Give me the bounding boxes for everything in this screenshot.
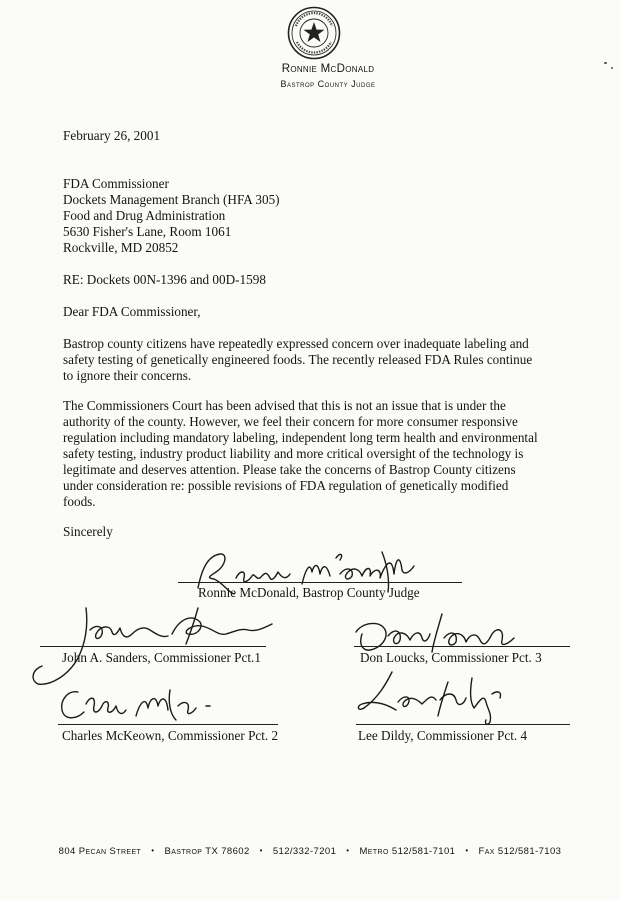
signature-line [356, 724, 570, 725]
paragraph-line: The Commissioners Court has been advised that this is not an issue that is under the [63, 398, 506, 413]
paragraph-line: regulation including mandatory labeling, independent long term health and environmental [63, 430, 538, 445]
closing: Sincerely [63, 524, 113, 539]
paragraph-line: authority of the county. However, we feel their concern for more consumer responsive [63, 414, 518, 429]
recipient-line: Food and Drug Administration [63, 208, 226, 223]
bullet-separator: • [151, 846, 155, 855]
paragraph-line: foods. [63, 494, 96, 509]
footer-phone: 512/332-7201 [272, 846, 337, 857]
paragraph-line: safety testing of genetically engineered foods. The recently released FDA Rules continue [63, 352, 533, 367]
letterhead-name: Ronnie McDonald [281, 63, 375, 75]
recipient-line: Dockets Management Branch (HFA 305) [63, 192, 280, 207]
paragraph-line: legitimate and deserves attention. Please take the concerns of Bastrop County citizens [63, 462, 516, 477]
recipient-line: 5630 Fisher's Lane, Room 1061 [63, 224, 232, 239]
bullet-separator: • [465, 846, 469, 855]
signer-judge: Ronnie McDonald, Bastrop County Judge [198, 585, 420, 600]
letterhead-title: Bastrop County Judge [280, 79, 376, 89]
signer-pct2: Charles McKeown, Commissioner Pct. 2 [62, 728, 279, 743]
signer-pct4: Lee Dildy, Commissioner Pct. 4 [358, 728, 528, 743]
paragraph-1 [63, 336, 573, 384]
footer-fax: Fax 512/581-7103 [478, 846, 562, 857]
recipient-line: Rockville, MD 20852 [63, 240, 179, 255]
signer-pct3: Don Loucks, Commissioner Pct. 3 [360, 650, 542, 665]
bullet-separator: • [259, 846, 263, 855]
paragraph-line: under consideration re: possible revisions of FDA regulation of genetically modified [63, 478, 509, 493]
bullet-separator: • [346, 846, 350, 855]
recipient-line: FDA Commissioner [63, 176, 169, 191]
paragraph-2 [63, 398, 573, 510]
signature-line [58, 724, 278, 725]
signature-line [40, 646, 266, 647]
signature-line [178, 582, 462, 583]
letter-date: February 26, 2001 [63, 128, 161, 143]
handwritten-signature-pct4 [352, 664, 532, 728]
signature-line [354, 646, 570, 647]
footer-street: 804 Pecan Street [58, 846, 142, 857]
letterhead-footer [0, 846, 620, 857]
county-seal-icon [287, 6, 341, 60]
signer-pct1: John A. Sanders, Commissioner Pct.1 [62, 650, 261, 665]
handwritten-signature-pct2 [56, 680, 256, 730]
paragraph-line: to ignore their concerns. [63, 368, 192, 383]
footer-city: Bastrop TX 78602 [164, 846, 250, 857]
footer-metro: Metro 512/581-7101 [359, 846, 456, 857]
paragraph-line: safety testing, industry product liability and more critical oversight of the technology is [63, 446, 524, 461]
salutation: Dear FDA Commissioner, [63, 304, 201, 319]
paragraph-line: Bastrop county citizens have repeatedly expressed concern over inadequate labeling and [63, 336, 529, 351]
re-line: RE: Dockets 00N-1396 and 00D-1598 [63, 272, 266, 287]
